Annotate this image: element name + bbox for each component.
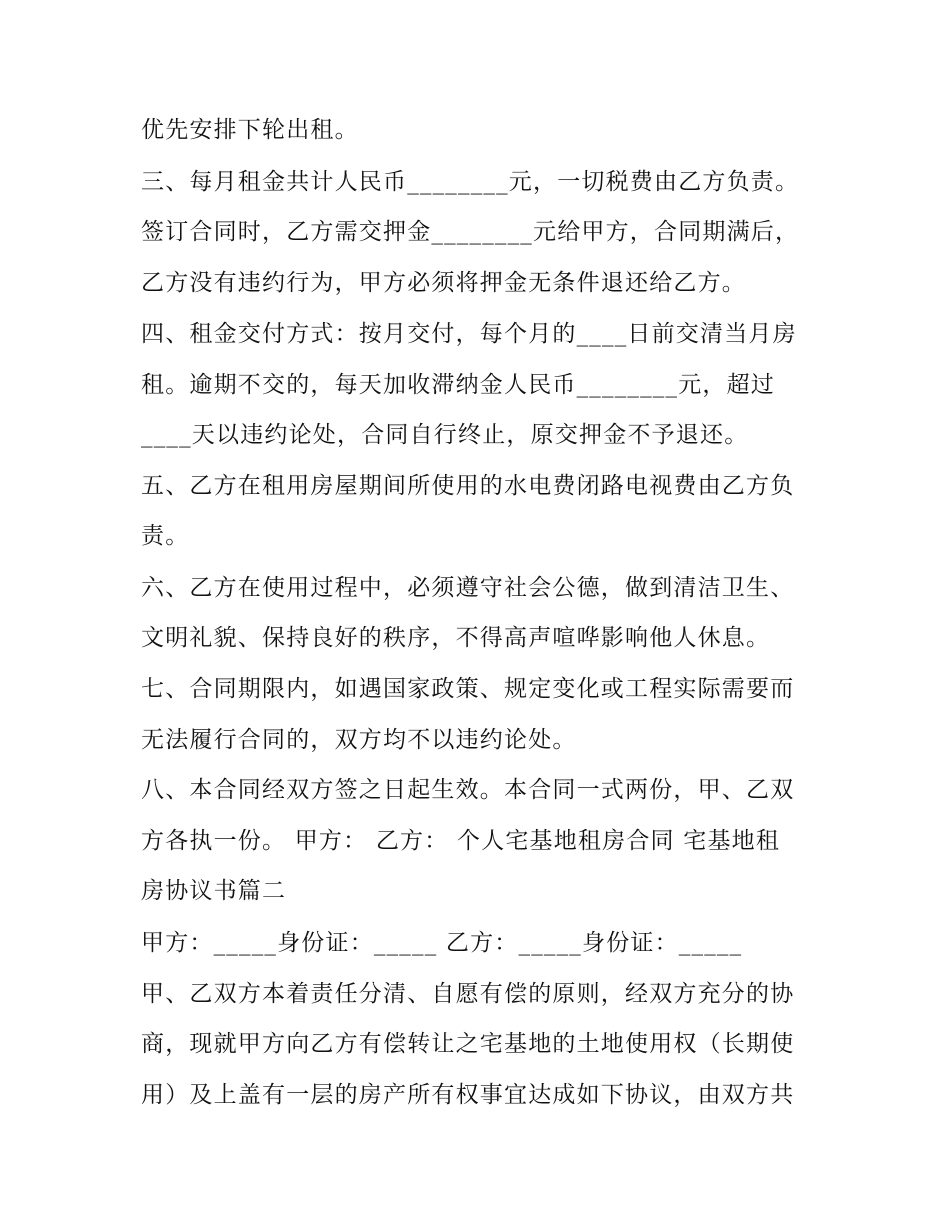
- text-line: 文明礼貌、保持良好的秩序，不得高声喧哗影响他人休息。: [141, 625, 771, 651]
- text-line: 六、乙方在使用过程中，必须遵守社会公德，做到清洁卫生、: [141, 575, 795, 601]
- text-line: 房协议书篇二: [141, 878, 287, 904]
- text-line: 乙方没有违约行为，甲方必须将押金无条件退还给乙方。: [141, 270, 746, 296]
- text-line: 八、本合同经双方签之日起生效。本合同一式两份，甲、乙双: [141, 777, 795, 803]
- text-line: 签订合同时，乙方需交押金________元给甲方，合同期满后，: [141, 219, 800, 245]
- text-line: 五、乙方在租用房屋期间所使用的水电费闭路电视费由乙方负: [141, 473, 795, 499]
- text-line: 三、每月租金共计人民币________元，一切税费由乙方负责。: [141, 169, 800, 195]
- text-line: ____天以违约论处，合同自行终止，原交押金不予退还。: [141, 422, 749, 448]
- text-line: 用）及上盖有一层的房产所有权事宜达成如下协议，由双方共: [141, 1082, 795, 1108]
- text-line: 商，现就甲方向乙方有偿转让之宅基地的土地使用权（长期使: [141, 1031, 795, 1057]
- text-line: 甲、乙双方本着责任分清、自愿有偿的原则，经双方充分的协: [141, 981, 795, 1007]
- text-line: 无法履行合同的，双方均不以违约论处。: [141, 727, 577, 753]
- text-line: 优先安排下轮出租。: [141, 117, 359, 143]
- text-line: 甲方：_____身份证：_____ 乙方：_____身份证：_____: [141, 930, 743, 956]
- text-line: 租。逾期不交的，每天加收滞纳金人民币________元，超过: [141, 372, 775, 398]
- text-line: 七、合同期限内，如遇国家政策、规定变化或工程实际需要而: [141, 676, 795, 702]
- text-line: 方各执一份。 甲方： 乙方： 个人宅基地租房合同 宅基地租: [141, 828, 781, 854]
- text-line: 四、租金交付方式：按月交付，每个月的____日前交清当月房: [141, 321, 797, 347]
- text-line: 责。: [141, 523, 190, 549]
